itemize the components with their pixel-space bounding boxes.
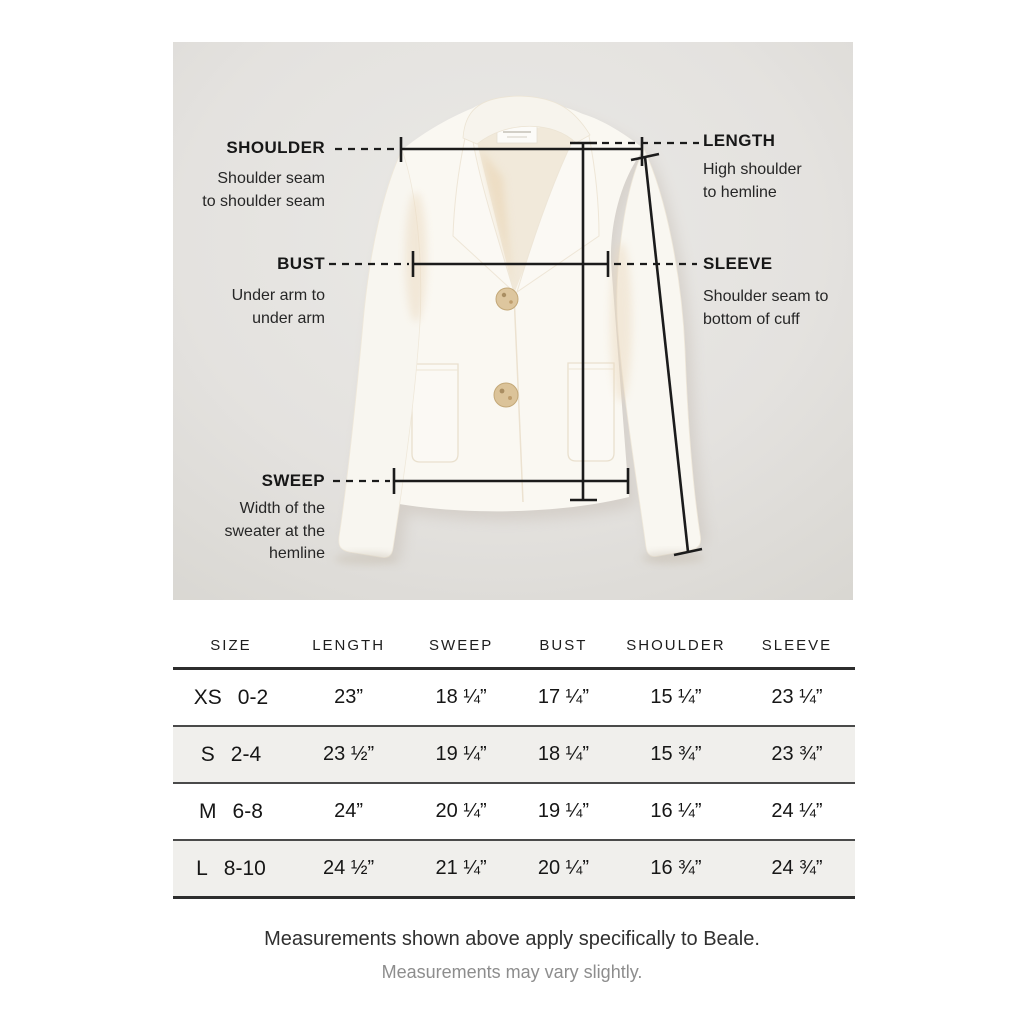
shoulder-label: SHOULDER xyxy=(226,138,325,157)
header-cell-sleeve: SLEEVE xyxy=(761,637,833,654)
sweep-desc-line: hemline xyxy=(268,545,325,562)
header-cell-sweep: SWEEP xyxy=(429,637,494,654)
table-row-m xyxy=(173,784,855,841)
size-table xyxy=(173,624,855,899)
shoulder-cell: 16 ¾” xyxy=(650,857,702,879)
bust-description xyxy=(173,285,325,330)
shoulder-desc-line: to shoulder seam xyxy=(202,192,325,210)
sweep-cell: 19 ¼” xyxy=(435,743,487,765)
footer-note-primary: Measurements shown above apply specifically to Beale. xyxy=(264,928,760,950)
right-pocket xyxy=(568,363,614,461)
sweep-cell: 21 ¼” xyxy=(435,857,487,879)
size-cell xyxy=(173,857,289,881)
footer-note-secondary: Measurements may vary slightly. xyxy=(381,962,643,982)
length-desc-line: to hemline xyxy=(703,183,777,201)
size-range: 8-10 xyxy=(223,856,266,880)
sleeve-cell: 24 ¾” xyxy=(771,857,823,879)
sweep-label: SWEEP xyxy=(261,471,325,490)
size-letter: L xyxy=(196,856,208,880)
bust-cell: 20 ¼” xyxy=(537,857,589,879)
bust-cell: 19 ¼” xyxy=(537,800,589,822)
shoulder-annotation xyxy=(173,138,325,213)
bust-desc-line: Under arm to xyxy=(231,287,325,304)
size-letter: M xyxy=(199,799,217,823)
bust-label: BUST xyxy=(277,254,325,273)
left-cuff-shadow xyxy=(334,553,398,565)
sleeve-desc-line: bottom of cuff xyxy=(703,310,800,328)
shoulder-desc-line: Shoulder seam xyxy=(217,170,325,187)
sleeve-annotation xyxy=(703,254,853,331)
right-armpit-shadow xyxy=(610,242,632,402)
sleeve-description xyxy=(703,286,853,331)
bust-annotation xyxy=(173,254,325,330)
bust-desc-line: under arm xyxy=(252,309,325,327)
table-row-s xyxy=(173,727,855,784)
length-cell: 24 ½” xyxy=(323,857,375,879)
size-range: 2-4 xyxy=(230,742,262,766)
sweep-description xyxy=(173,498,325,566)
length-cell: 24” xyxy=(334,800,364,822)
sweep-cell: 18 ¼” xyxy=(435,686,487,708)
sleeve-cell: 24 ¼” xyxy=(771,800,823,822)
sleeve-desc-line: Shoulder seam to xyxy=(703,288,829,305)
sleeve-label: SLEEVE xyxy=(703,254,773,273)
sweep-annotation xyxy=(173,471,325,566)
sweep-desc-line: sweater at the xyxy=(224,522,325,540)
size-cell xyxy=(173,743,289,767)
size-table-header xyxy=(173,624,855,670)
shoulder-description xyxy=(173,168,325,213)
table-row-l xyxy=(173,841,855,899)
size-letter: XS xyxy=(193,685,222,709)
product-photo xyxy=(173,42,853,600)
size-range: 0-2 xyxy=(237,685,269,709)
length-desc-line: High shoulder xyxy=(703,161,802,178)
table-row-xs xyxy=(173,670,855,727)
length-cell: 23” xyxy=(334,686,364,708)
left-armpit-shadow xyxy=(405,192,427,322)
bust-cell: 17 ¼” xyxy=(537,686,589,708)
length-description xyxy=(703,159,853,204)
shoulder-cell: 15 ¾” xyxy=(650,743,702,765)
sleeve-cell: 23 ¼” xyxy=(771,686,823,708)
header-cell-length: LENGTH xyxy=(312,637,386,654)
bust-cell: 18 ¼” xyxy=(537,743,589,765)
sleeve-cell: 23 ¾” xyxy=(771,743,823,765)
size-letter: S xyxy=(200,742,215,766)
shoulder-cell: 15 ¼” xyxy=(650,686,702,708)
header-cell-shoulder: SHOULDER xyxy=(626,637,726,654)
size-cell xyxy=(173,800,289,824)
length-cell: 23 ½” xyxy=(323,743,375,765)
sweep-cell: 20 ¼” xyxy=(435,800,487,822)
left-pocket xyxy=(412,364,458,462)
length-label: LENGTH xyxy=(703,131,776,150)
length-annotation xyxy=(703,131,853,204)
size-cell xyxy=(173,686,289,710)
right-cuff-shadow xyxy=(641,552,705,564)
sweep-desc-line: Width of the xyxy=(239,500,325,517)
header-cell-bust: BUST xyxy=(539,637,588,654)
shoulder-cell: 16 ¼” xyxy=(650,800,702,822)
size-range: 6-8 xyxy=(232,799,263,823)
header-cell-size: SIZE xyxy=(210,637,252,654)
